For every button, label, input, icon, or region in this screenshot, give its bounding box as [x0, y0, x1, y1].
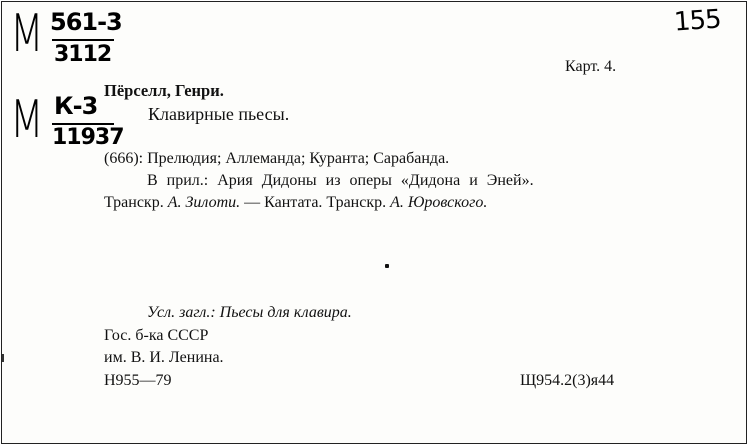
title: Клавирные пьесы.	[148, 104, 290, 124]
call-number-2-letter: М	[10, 90, 43, 150]
appendix-transcr-label: Транскр.	[104, 194, 164, 211]
appendix-line-1: В прил.: Ария Дидоны из оперы «Дидона и Эней».	[147, 172, 534, 189]
edge-mark	[2, 354, 4, 362]
ink-dot	[385, 264, 389, 268]
call-number-1-top: 561-3	[50, 8, 122, 36]
appendix-transcriber-2: А. Юровского.	[390, 194, 488, 211]
uniform-title: Усл. загл.: Пьесы для клавира.	[147, 304, 352, 321]
author-heading: Пёрселл, Генри.	[104, 81, 224, 100]
call-number-2-top: К-3	[54, 92, 98, 120]
contents-note: (666): Прелюдия; Аллеманда; Куранта; Сарабанда.	[104, 150, 450, 167]
library-name-line-1: Гос. б-ка СССР	[104, 327, 209, 344]
card-number: Карт. 4.	[565, 58, 617, 75]
catalog-card	[1, 1, 747, 444]
appendix-cantata: — Кантата. Транскр.	[244, 194, 387, 211]
library-name-line-2: им. В. И. Ленина.	[104, 349, 224, 366]
appendix-transcriber-1: А. Зилоти.	[167, 194, 241, 211]
classification-code: Щ954.2(3)я44	[520, 372, 615, 389]
call-number-2-bottom: 11937	[52, 125, 124, 150]
call-number-1-letter: М	[10, 4, 43, 64]
handwritten-number: 155	[673, 4, 722, 38]
appendix-line-2	[104, 194, 487, 212]
call-number-1-bottom: 3112	[54, 42, 112, 67]
card-code: Н955—79	[104, 372, 172, 389]
call-number-1-rule	[52, 39, 114, 41]
